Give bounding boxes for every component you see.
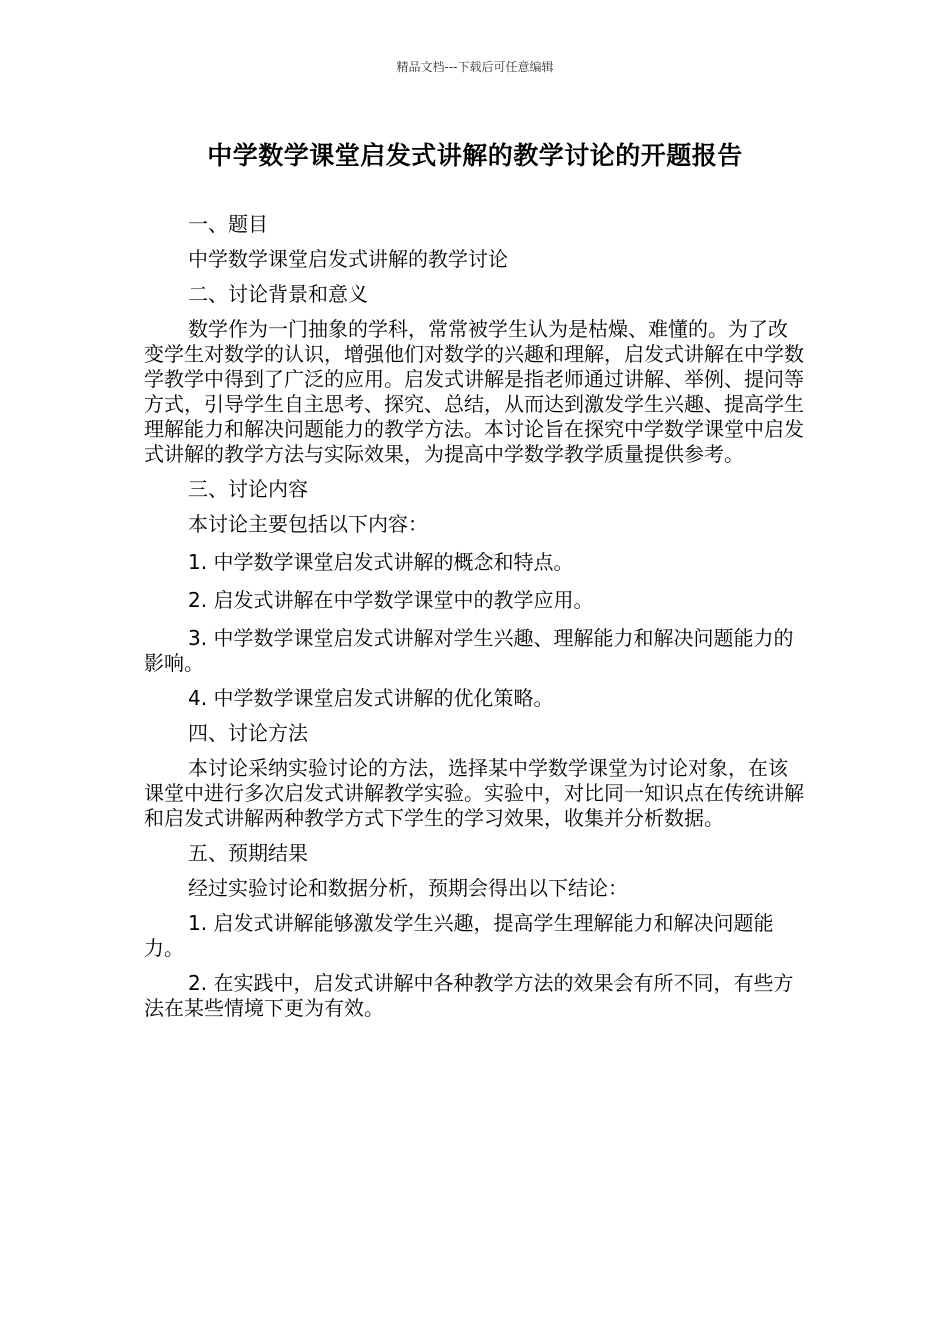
page-header-watermark: 精品文档---下载后可任意编辑 <box>396 60 554 74</box>
section-heading-topic: 一、题目 <box>188 212 268 236</box>
list-item-content-2: 2. 启发式讲解在中学数学课堂中的教学应用。 <box>188 588 594 612</box>
section-heading-method: 四、讨论方法 <box>188 721 308 745</box>
list-item-content-4: 4. 中学数学课堂启发式讲解的优化策略。 <box>188 686 554 710</box>
paragraph-topic: 中学数学课堂启发式讲解的教学讨论 <box>188 247 508 271</box>
document-body <box>144 212 804 1031</box>
section-heading-content: 三、讨论内容 <box>188 477 308 501</box>
section-heading-background: 二、讨论背景和意义 <box>188 282 368 306</box>
paragraph-method: 本讨论采纳实验讨论的方法，选择某中学数学课堂为讨论对象，在该课堂中进行多次启发式讲解教学实验。实验中，对比同一知识点在传统讲解和启发式讲解两种教学方式下学生的学习效果，收集并分析数据。 <box>144 756 804 830</box>
list-item-content-1: 1. 中学数学课堂启发式讲解的概念和特点。 <box>188 550 574 574</box>
section-heading-results: 五、预期结果 <box>188 841 308 865</box>
paragraph-background: 数学作为一门抽象的学科，常常被学生认为是枯燥、难懂的。为了改变学生对数学的认识，增强他们对数学的兴趣和理解，启发式讲解在中学数学教学中得到了广泛的应用。启发式讲解是指老师通过讲解、举例、提问等方式，引导学生自主思考、探究、总结，从而达到激发学生兴趣、提高学生理解能力和解决问题能力的教学方法。本讨论旨在探究中学数学课堂中启发式讲解的教学方法与实际效果，为提高中学数学教学质量提供参考。 <box>144 317 804 466</box>
list-item-results-2: 2. 在实践中，启发式讲解中各种教学方法的效果会有所不同，有些方法在某些情境下更为有效。 <box>144 971 794 1020</box>
list-item-content-3: 3. 中学数学课堂启发式讲解对学生兴趣、理解能力和解决问题能力的影响。 <box>144 626 794 675</box>
list-item-results-1: 1. 启发式讲解能够激发学生兴趣，提高学生理解能力和解决问题能力。 <box>144 911 774 960</box>
paragraph-content-intro: 本讨论主要包括以下内容： <box>188 512 428 536</box>
paragraph-results-intro: 经过实验讨论和数据分析，预期会得出以下结论： <box>188 876 628 900</box>
document-title: 中学数学课堂启发式讲解的教学讨论的开题报告 <box>207 141 743 170</box>
